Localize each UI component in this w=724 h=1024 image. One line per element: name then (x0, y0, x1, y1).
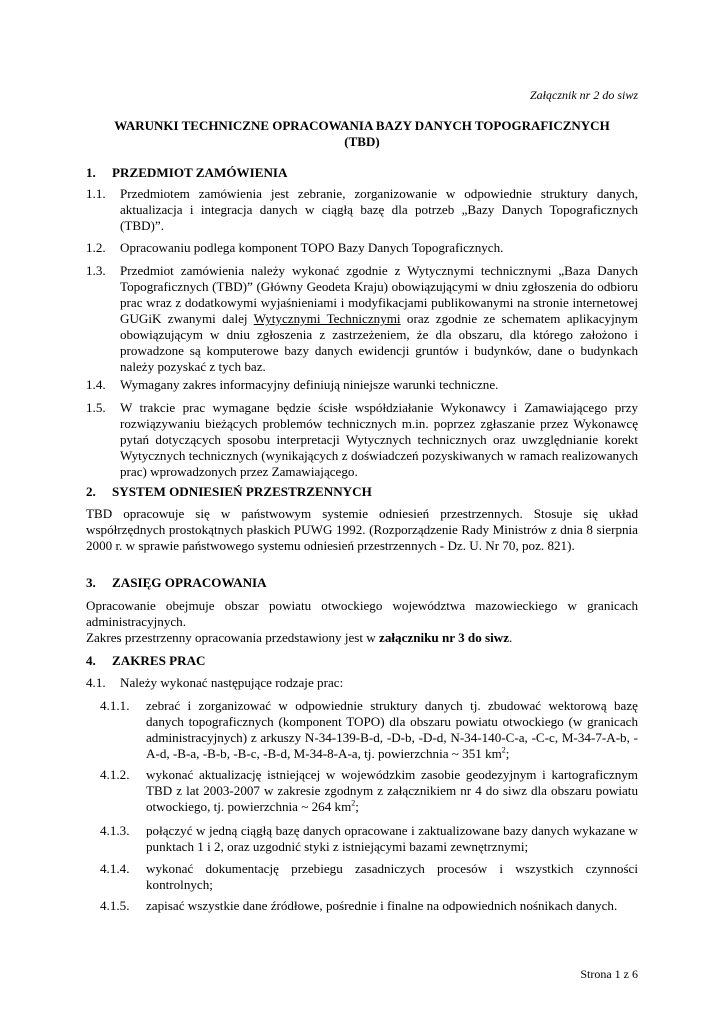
section-2-text: TBD opracowuje się w państwowym systemie odniesień przestrzennych. Stosuje się układ współrzędnych prostokątnych płaskich PUWG 1992. (Rozporządzenie Rady Ministrów z dnia 8 sierpnia 2000 r. w sprawie państwowego systemu odniesień przestrzennych - Dz. U. Nr 70, poz. 821). (86, 506, 638, 553)
item-text: wykonać dokumentację przebiegu zasadniczych procesów i wszystkich czynności kontrolnych; (146, 861, 638, 892)
item-1-3 (86, 263, 638, 375)
item-4-1 (86, 675, 638, 691)
section-1-heading (86, 165, 287, 181)
item-text-part: zebrać i zorganizować w odpowiednie struktury danych tj. zbudować wektorową bazę danych topograficznych (komponent TOPO) dla obszaru powiatu otwockiego (w granicach administracyjnych) z arkuszy N-34-139-B-d, -D-b, -D-d, N-34-140-C-a, -C-c, M-34-7-A-b, -A-d, -B-a, -B-b, -B-c, -B-d, M-34-8-A-a, tj. powierzchnia ~ 351 km (146, 698, 638, 761)
item-number: 1.3. (86, 263, 106, 278)
item-text-part: wykonać aktualizację istniejącej w wojewódzkim zasobie geodezyjnym i kartograficznym TBD z lat 2003-2007 w zakresie zgodnym z załącznikiem nr 4 do siwz dla obszaru powiatu otwockiego, tj. powierzchnia ~ 264 km (146, 767, 638, 814)
title-line-2: (TBD) (344, 134, 380, 149)
item-text: Opracowaniu podlega komponent TOPO Bazy Danych Topograficznych. (120, 240, 504, 255)
item-4-1-4 (100, 861, 638, 893)
section-title: PRZEDMIOT ZAMÓWIENIA (112, 165, 288, 180)
item-number: 1.5. (86, 400, 106, 415)
item-number: 1.1. (86, 186, 106, 201)
item-4-1-3 (100, 823, 638, 855)
item-text: zapisać wszystkie dane źródłowe, pośrednie i finalne na odpowiednich nośnikach danych. (146, 898, 618, 913)
item-number: 1.4. (86, 377, 106, 392)
section-3-text-2 (86, 630, 638, 646)
item-text: Wymagany zakres informacyjny definiują niniejsze warunki techniczne. (120, 377, 499, 392)
text-part: . (509, 630, 513, 645)
section-number: 4. (86, 653, 96, 668)
item-1-2 (86, 240, 638, 256)
section-title: SYSTEM ODNIESIEŃ PRZESTRZENNYCH (112, 484, 372, 499)
section-2-heading (86, 484, 372, 500)
item-number: 4.1.2. (100, 767, 130, 782)
item-text: Przedmiotem zamówienia jest zebranie, zorganizowanie w odpowiednie struktury danych, aktualizacja i integracja danych w ciągłą bazę dla potrzeb „Bazy Danych Topograficznych (TBD)”. (120, 186, 638, 233)
item-text-part: Przedmiot zamówienia należy wykonać zgodnie z Wytycznymi technicznymi „Baza Danych Topograficznych (TBD)” (Główny Geodeta Kraju) obowiązującymi w dniu zgłoszenia do odbioru prac wraz z dodatkowymi wyjaśnieniami i modyfikacjami publikowanymi na stronie internetowej GUGiK zwanymi dalej (120, 263, 638, 326)
item-text-part: ; (355, 799, 359, 814)
item-1-5 (86, 400, 638, 480)
item-4-1-1 (100, 698, 638, 762)
section-number: 3. (86, 575, 96, 590)
bold-reference: załączniku nr 3 do siwz (379, 630, 510, 645)
annex-label: Załącznik nr 2 do siwz (529, 88, 638, 102)
item-number: 4.1.5. (100, 898, 130, 913)
superscript: 2 (501, 745, 506, 755)
item-4-1-5 (100, 898, 638, 914)
item-text (120, 263, 638, 375)
section-title: ZAKRES PRAC (112, 653, 206, 668)
item-text: W trakcie prac wymagane będzie ścisłe współdziałanie Wykonawcy i Zamawiającego przy rozwiązywaniu bieżących problemów technicznych m.in. poprzez zgłaszanie przez Wykonawcę pytań dotyczących sposobu interpretacji Wytycznych technicznych oraz uwzględnianie korekt Wytycznych technicznych (wynikających z doświadczeń pozyskiwanych w ramach realizowanych prac) wprowadzonych przez Zamawiającego. (120, 400, 638, 479)
section-3-heading (86, 575, 267, 591)
item-text (146, 698, 638, 762)
underlined-reference: Wytycznymi Technicznymi (253, 311, 401, 326)
item-text-part: ; (505, 746, 510, 761)
section-number: 1. (86, 165, 96, 180)
section-4-heading (86, 653, 206, 669)
item-number: 4.1.3. (100, 823, 130, 838)
item-text (146, 767, 638, 815)
item-number: 1.2. (86, 240, 106, 255)
item-number: 4.1.1. (100, 698, 130, 713)
item-1-4 (86, 377, 638, 393)
item-number: 4.1. (86, 675, 106, 690)
item-text: połączyć w jedną ciągłą bazę danych opracowane i zaktualizowane bazy danych wykazane w punktach 1 i 2, oraz uzgodnić styki z istniejącymi bazami zewnętrznymi; (146, 823, 638, 854)
section-title: ZASIĘG OPRACOWANIA (112, 575, 267, 590)
item-1-1 (86, 186, 638, 234)
section-3-text: Opracowanie obejmuje obszar powiatu otwockiego województwa mazowieckiego w granicach administracyjnych. (86, 598, 638, 629)
title-line-1: WARUNKI TECHNICZNE OPRACOWANIA BAZY DANYCH TOPOGRAFICZNYCH (114, 118, 610, 133)
section-number: 2. (86, 484, 96, 499)
page-number: Strona 1 z 6 (580, 967, 638, 981)
item-4-1-2 (100, 767, 638, 815)
document-title (86, 118, 638, 150)
superscript: 2 (351, 798, 356, 808)
item-text-part: oraz zgodnie ze schematem aplikacyjnym obowiązującym w dniu zgłoszenia z zastrzeżeniem, że dla obszaru, dla którego założono i prowadzone są komputerowe bazy danych ewidencji gruntów i budynków, dane o budynkach należy pozyskać z tych baz. (120, 311, 638, 374)
text-part: Zakres przestrzenny opracowania przedstawiony jest w (86, 630, 380, 645)
item-text: Należy wykonać następujące rodzaje prac: (120, 675, 344, 690)
item-number: 4.1.4. (100, 861, 130, 876)
